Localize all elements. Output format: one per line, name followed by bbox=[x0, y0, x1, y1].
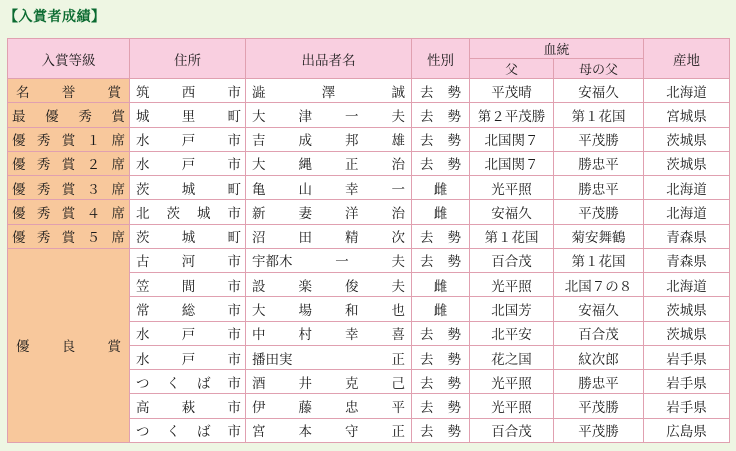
cell-sire: 光平照 bbox=[470, 176, 554, 200]
header-sire: 父 bbox=[470, 59, 554, 79]
cell-origin: 広島県 bbox=[644, 418, 730, 442]
cell-sex: 雌 bbox=[412, 273, 470, 297]
cell-address: つ く ば 市 bbox=[130, 418, 246, 442]
cell-exhibitor: 亀 山 幸 一 bbox=[246, 176, 412, 200]
cell-sex: 去 勢 bbox=[412, 394, 470, 418]
cell-sex: 去 勢 bbox=[412, 345, 470, 369]
cell-address: 笠 間 市 bbox=[130, 273, 246, 297]
cell-dam-sire: 平茂勝 bbox=[554, 394, 644, 418]
section-title: 【入賞者成績】 bbox=[4, 9, 106, 25]
header-sex: 性別 bbox=[412, 39, 470, 79]
cell-origin: 岩手県 bbox=[644, 394, 730, 418]
cell-address: 水 戸 市 bbox=[130, 127, 246, 151]
cell-origin: 北海道 bbox=[644, 200, 730, 224]
cell-exhibitor: 酒 井 克 己 bbox=[246, 370, 412, 394]
cell-dam-sire: 勝忠平 bbox=[554, 176, 644, 200]
cell-sire: 安福久 bbox=[470, 200, 554, 224]
header-lineage: 血統 bbox=[470, 39, 644, 59]
header-grade: 入賞等級 bbox=[8, 39, 130, 79]
cell-exhibitor: 沼 田 精 次 bbox=[246, 224, 412, 248]
cell-sire: 百合茂 bbox=[470, 248, 554, 272]
cell-origin: 茨城県 bbox=[644, 321, 730, 345]
cell-sex: 去 勢 bbox=[412, 151, 470, 175]
header-address: 住所 bbox=[130, 39, 246, 79]
cell-sex: 去 勢 bbox=[412, 248, 470, 272]
cell-sex: 去 勢 bbox=[412, 321, 470, 345]
cell-origin: 宮城県 bbox=[644, 103, 730, 127]
cell-exhibitor: 新 妻 洋 治 bbox=[246, 200, 412, 224]
cell-exhibitor: 吉 成 邦 雄 bbox=[246, 127, 412, 151]
results-table bbox=[7, 38, 730, 443]
cell-grade: 名 誉 賞 bbox=[8, 79, 130, 103]
cell-dam-sire: 安福久 bbox=[554, 79, 644, 103]
cell-sex: 去 勢 bbox=[412, 79, 470, 103]
cell-exhibitor: 大 縄 正 治 bbox=[246, 151, 412, 175]
cell-exhibitor: 宮 本 守 正 bbox=[246, 418, 412, 442]
cell-grade: 優 秀 賞 ３ 席 bbox=[8, 176, 130, 200]
table-row bbox=[8, 224, 730, 248]
cell-sex: 去 勢 bbox=[412, 370, 470, 394]
cell-sex: 雌 bbox=[412, 176, 470, 200]
cell-dam-sire: 安福久 bbox=[554, 297, 644, 321]
cell-dam-sire: 平茂勝 bbox=[554, 418, 644, 442]
cell-grade: 優 良 賞 bbox=[8, 248, 130, 442]
cell-dam-sire: 勝忠平 bbox=[554, 151, 644, 175]
cell-address: 城 里 町 bbox=[130, 103, 246, 127]
cell-origin: 岩手県 bbox=[644, 370, 730, 394]
cell-address: 茨 城 町 bbox=[130, 176, 246, 200]
cell-dam-sire: 第１花国 bbox=[554, 248, 644, 272]
table-row bbox=[8, 127, 730, 151]
cell-grade: 優 秀 賞 ５ 席 bbox=[8, 224, 130, 248]
cell-exhibitor: 宇都木 一 夫 bbox=[246, 248, 412, 272]
cell-sex: 去 勢 bbox=[412, 418, 470, 442]
cell-origin: 岩手県 bbox=[644, 345, 730, 369]
cell-exhibitor: 播田実 正 bbox=[246, 345, 412, 369]
table-row bbox=[8, 248, 730, 272]
cell-sire: 北国関７ bbox=[470, 127, 554, 151]
cell-exhibitor: 大 場 和 也 bbox=[246, 297, 412, 321]
cell-dam-sire: 紋次郎 bbox=[554, 345, 644, 369]
cell-grade: 優 秀 賞 １ 席 bbox=[8, 127, 130, 151]
cell-exhibitor: 設 楽 俊 夫 bbox=[246, 273, 412, 297]
cell-sire: 光平照 bbox=[470, 273, 554, 297]
cell-sex: 去 勢 bbox=[412, 127, 470, 151]
cell-address: 水 戸 市 bbox=[130, 321, 246, 345]
cell-origin: 青森県 bbox=[644, 248, 730, 272]
cell-sire: 平茂晴 bbox=[470, 79, 554, 103]
cell-origin: 北海道 bbox=[644, 273, 730, 297]
cell-address: 常 総 市 bbox=[130, 297, 246, 321]
results-body bbox=[8, 79, 730, 443]
cell-address: 茨 城 町 bbox=[130, 224, 246, 248]
cell-grade: 優 秀 賞 ４ 席 bbox=[8, 200, 130, 224]
table-row bbox=[8, 176, 730, 200]
table-row bbox=[8, 79, 730, 103]
cell-dam-sire: 平茂勝 bbox=[554, 127, 644, 151]
cell-sire: 第２平茂勝 bbox=[470, 103, 554, 127]
cell-sire: 百合茂 bbox=[470, 418, 554, 442]
cell-sex: 雌 bbox=[412, 297, 470, 321]
cell-sex: 去 勢 bbox=[412, 224, 470, 248]
cell-origin: 茨城県 bbox=[644, 151, 730, 175]
cell-dam-sire: 平茂勝 bbox=[554, 200, 644, 224]
cell-dam-sire: 百合茂 bbox=[554, 321, 644, 345]
cell-address: 北 茨 城 市 bbox=[130, 200, 246, 224]
cell-address: 古 河 市 bbox=[130, 248, 246, 272]
cell-sire: 第１花国 bbox=[470, 224, 554, 248]
cell-exhibitor: 中 村 幸 喜 bbox=[246, 321, 412, 345]
table-row bbox=[8, 103, 730, 127]
cell-address: 筑 西 市 bbox=[130, 79, 246, 103]
cell-sire: 北国芳 bbox=[470, 297, 554, 321]
cell-exhibitor: 澁 澤 誠 bbox=[246, 79, 412, 103]
cell-address: 水 戸 市 bbox=[130, 151, 246, 175]
header-exhibitor: 出品者名 bbox=[246, 39, 412, 79]
cell-sire: 花之国 bbox=[470, 345, 554, 369]
cell-origin: 青森県 bbox=[644, 224, 730, 248]
cell-address: 水 戸 市 bbox=[130, 345, 246, 369]
cell-sex: 雌 bbox=[412, 200, 470, 224]
header-dam-sire: 母の父 bbox=[554, 59, 644, 79]
table-row bbox=[8, 200, 730, 224]
cell-dam-sire: 北国７の８ bbox=[554, 273, 644, 297]
cell-sire: 光平照 bbox=[470, 394, 554, 418]
cell-sire: 北平安 bbox=[470, 321, 554, 345]
cell-sire: 北国関７ bbox=[470, 151, 554, 175]
cell-sire: 光平照 bbox=[470, 370, 554, 394]
cell-origin: 茨城県 bbox=[644, 297, 730, 321]
cell-grade: 優 秀 賞 ２ 席 bbox=[8, 151, 130, 175]
cell-sex: 去 勢 bbox=[412, 103, 470, 127]
cell-dam-sire: 第１花国 bbox=[554, 103, 644, 127]
cell-grade: 最 優 秀 賞 bbox=[8, 103, 130, 127]
cell-address: 高 萩 市 bbox=[130, 394, 246, 418]
header-origin: 産地 bbox=[644, 39, 730, 79]
cell-dam-sire: 勝忠平 bbox=[554, 370, 644, 394]
cell-origin: 北海道 bbox=[644, 176, 730, 200]
cell-exhibitor: 伊 藤 忠 平 bbox=[246, 394, 412, 418]
cell-address: つ く ば 市 bbox=[130, 370, 246, 394]
cell-exhibitor: 大 津 一 夫 bbox=[246, 103, 412, 127]
cell-dam-sire: 菊安舞鶴 bbox=[554, 224, 644, 248]
cell-origin: 北海道 bbox=[644, 79, 730, 103]
cell-origin: 茨城県 bbox=[644, 127, 730, 151]
table-row bbox=[8, 151, 730, 175]
